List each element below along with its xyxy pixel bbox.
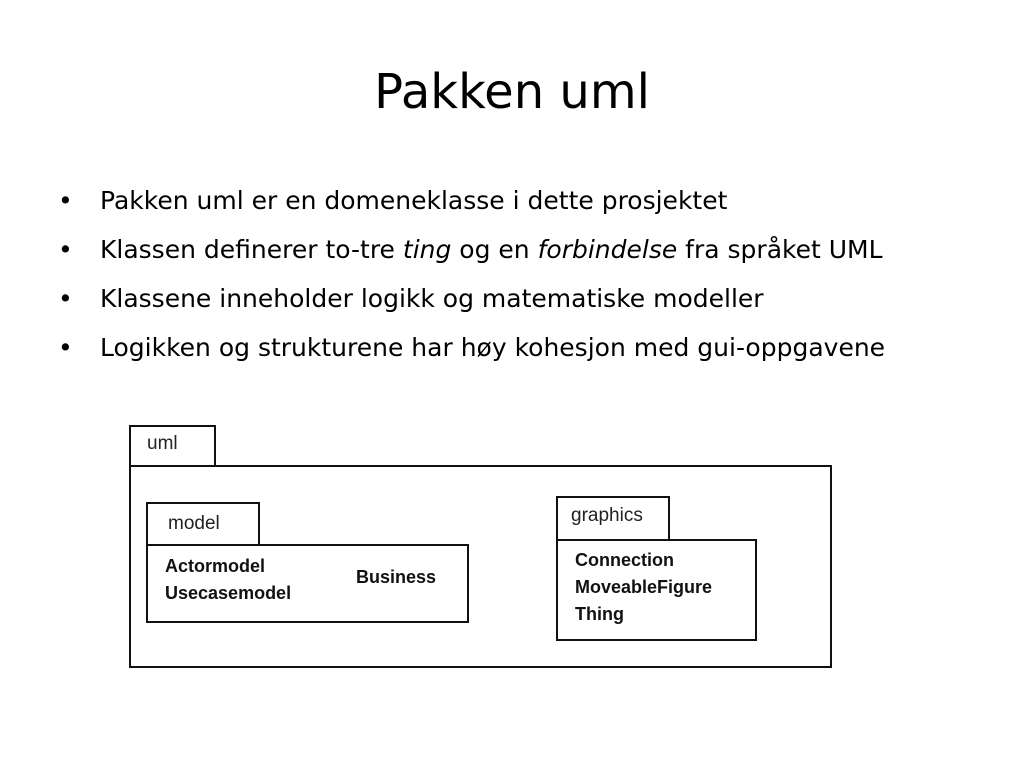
class-moveablefigure: MoveableFigure: [575, 577, 713, 597]
uml-package-name: uml: [147, 433, 178, 454]
bullet-text: fra språket UML: [677, 235, 883, 264]
bullet-item: [58, 332, 998, 364]
bullet-text: Klassene inneholder logikk og matematiske modeller: [100, 284, 764, 313]
bullet-marker: •: [58, 186, 73, 215]
model-package-tab: [146, 502, 260, 546]
bullet-item: [58, 185, 998, 217]
class-usecasemodel: Usecasemodel: [165, 583, 292, 603]
model-package-name: model: [168, 513, 220, 534]
class-thing: Thing: [575, 604, 624, 624]
bullet-emphasis: ting: [402, 235, 452, 264]
bullet-item: [58, 234, 998, 266]
graphics-classes: [575, 547, 712, 628]
bullet-marker: •: [58, 284, 73, 313]
bullet-emphasis: forbindelse: [537, 235, 678, 264]
uml-package-tab: [129, 425, 216, 467]
class-business: Business: [356, 567, 437, 587]
bullet-text: Pakken uml er en domeneklasse i dette prosjektet: [100, 186, 728, 215]
slide-title: Pakken uml: [374, 64, 650, 120]
bullet-list: [58, 185, 998, 381]
bullet-text: Klassen definerer to-tre: [100, 235, 403, 264]
class-actormodel: Actormodel: [165, 556, 266, 576]
bullet-marker: •: [58, 235, 73, 264]
bullet-text: og en: [451, 235, 538, 264]
graphics-package-name: graphics: [571, 505, 643, 526]
model-classes-right: [356, 564, 436, 591]
class-connection: Connection: [575, 550, 674, 570]
bullet-marker: •: [58, 333, 73, 362]
bullet-text: Logikken og strukturene har høy kohesjon med gui-oppgavene: [100, 333, 886, 362]
bullet-item: [58, 283, 998, 315]
graphics-package-tab: [556, 496, 670, 541]
model-classes-left: [165, 553, 291, 607]
